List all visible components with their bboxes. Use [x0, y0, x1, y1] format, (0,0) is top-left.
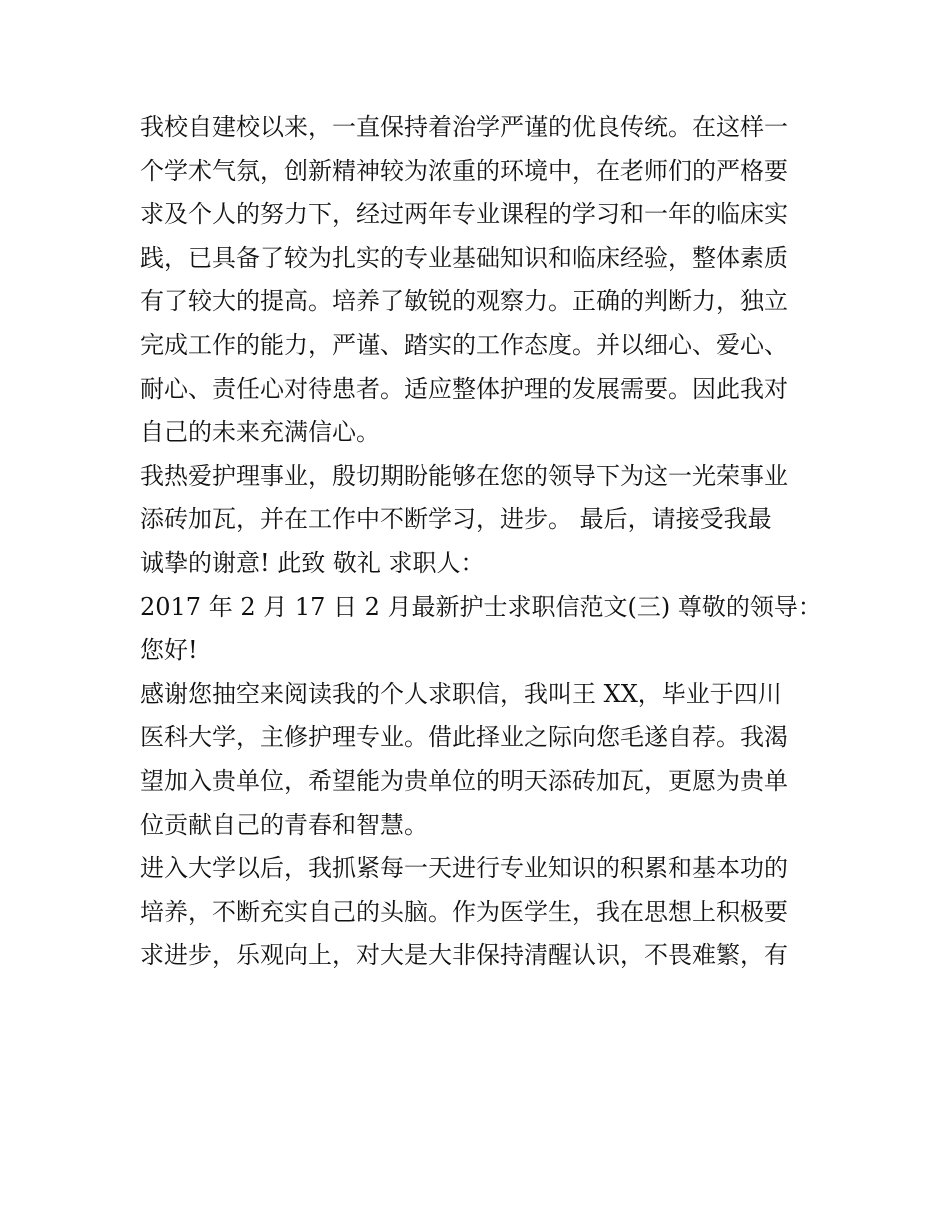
text-line: 求进步，乐观向上，对大是大非保持清醒认识，不畏难繁，有 — [140, 941, 788, 970]
text-line: 感谢您抽空来阅读我的个人求职信，我叫王 XX，毕业于四川 — [140, 679, 782, 708]
text-line: 诚挚的谢意! 此致 敬礼 求职人： — [140, 548, 485, 577]
text-line: 2017 年 2 月 17 日 2 月最新护士求职信范文(三) 尊敬的领导： — [140, 592, 822, 621]
text-line: 个学术气氛，创新精神较为浓重的环境中，在老师们的严格要 — [140, 156, 788, 185]
text-line: 我校自建校以来，一直保持着治学严谨的优良传统。在这样一 — [140, 113, 788, 141]
text-line: 您好! — [140, 636, 198, 665]
text-line: 望加入贵单位，希望能为贵单位的明天添砖加瓦，更愿为贵单 — [140, 766, 788, 795]
text-line: 培养，不断充实自己的头脑。作为医学生，我在思想上积极要 — [140, 897, 788, 926]
text-line: 践，已具备了较为扎实的专业基础知识和临床经验，整体素质 — [140, 243, 788, 272]
text-line: 添砖加瓦，并在工作中不断学习，进步。 最后，请接受我最 — [140, 505, 772, 534]
text-line: 完成工作的能力，严谨、踏实的工作态度。并以细心、爱心、 — [140, 330, 788, 359]
text-line: 位贡献自己的青春和智慧。 — [140, 810, 428, 839]
text-line: 进入大学以后，我抓紧每一天进行专业知识的积累和基本功的 — [140, 854, 788, 883]
text-line: 自己的未来充满信心。 — [140, 418, 380, 447]
text-line: 有了较大的提高。培养了敏锐的观察力。正确的判断力，独立 — [140, 287, 788, 316]
text-line: 耐心、责任心对待患者。适应整体护理的发展需要。因此我对 — [140, 374, 788, 403]
text-line: 求及个人的努力下，经过两年专业课程的学习和一年的临床实 — [140, 200, 788, 229]
text-line: 医科大学，主修护理专业。借此择业之际向您毛遂自荐。我渴 — [140, 723, 788, 752]
text-line: 我热爱护理事业，殷切期盼能够在您的领导下为这一光荣事业 — [140, 461, 788, 490]
document-body — [140, 106, 820, 978]
